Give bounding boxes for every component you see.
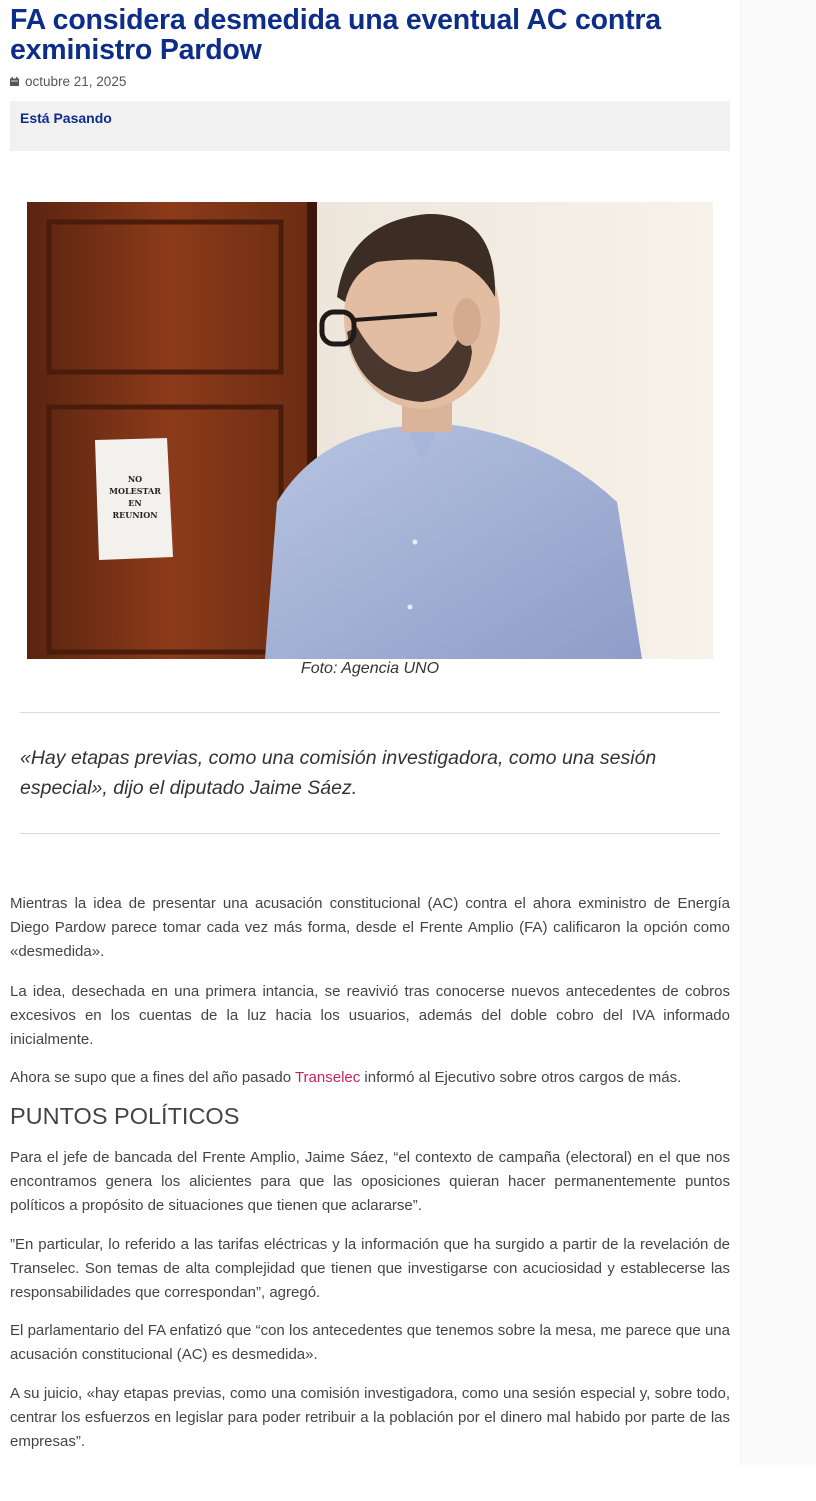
quote-divider-top [20, 712, 720, 713]
featured-image [27, 202, 713, 659]
trending-label: Está Pasando [20, 110, 112, 126]
paragraph: ”En particular, lo referido a las tarifas eléctricas y la información que ha surgido a partir de la revelación de Transelec. Son temas de alta complejidad que tienen que investigarse con acuciosidad y establecerse las responsabilidades que correspondan”, agregó. [10, 1236, 730, 1301]
paragraph: Para el jefe de bancada del Frente Amplio, Jaime Sáez, “el contexto de campaña (electoral) en el que nos encontramos genera los alicientes para que las oposiciones quieran hacer permanentemente puntos políticos a propósito de situaciones que tienen que aclararse”. [10, 1149, 730, 1214]
paragraph: A su juicio, «hay etapas previas, como una comisión investigadora, como una sesión especial y, sobre todo, centrar los esfuerzos en legislar para poder retribuir a la población por el dinero mal habido por parte de las empresas”. [10, 1385, 730, 1450]
paragraph-text: informó al Ejecutivo sobre otros cargos de más. [360, 1069, 682, 1086]
svg-text:NO: NO [127, 474, 143, 484]
svg-text:MOLESTAR: MOLESTAR [109, 486, 161, 496]
pull-quote: «Hay etapas previas, como una comisión investigadora, como una sesión especial», dijo el diputado Jaime Sáez. [20, 747, 657, 799]
transelec-link[interactable]: Transelec [294, 1069, 361, 1086]
post-date [10, 72, 126, 90]
quote-divider-bottom [20, 833, 720, 834]
paragraph: La idea, desechada en una primera intancia, se reavivió tras conocerse nuevos antecedentes de cobros excesivos en los cuentas de la luz hacia los usuarios, además del doble cobro del IVA informado inicialmente. [10, 983, 730, 1048]
paragraph: El parlamentario del FA enfatizó que “con los antecedentes que tenemos sobre la mesa, me parece que una acusación constitucional (AC) es desmedida». [10, 1322, 730, 1363]
svg-text:EN: EN [128, 498, 142, 508]
sidebar-strip [740, 0, 816, 1465]
paragraph-text: Ahora se supo que a fines del año pasado [10, 1069, 295, 1086]
image-caption: Foto: Agencia UNO [300, 660, 440, 677]
paragraph [10, 1066, 730, 1090]
svg-text:REUNION: REUNION [112, 510, 158, 520]
calendar-icon [10, 77, 19, 86]
section-heading: PUNTOS POLÍTICOS [10, 1103, 240, 1129]
post-date-text: octubre 21, 2025 [25, 73, 127, 89]
paragraph: Mientras la idea de presentar una acusación constitucional (AC) contra el ahora exministro de Energía Diego Pardow parece tomar cada vez más forma, desde el Frente Amplio (FA) calificaron la opción como «desmedida». [10, 895, 730, 960]
trending-bar [10, 101, 730, 151]
article-title: FA considera desmedida una eventual AC contra exministro Pardow [10, 4, 661, 66]
